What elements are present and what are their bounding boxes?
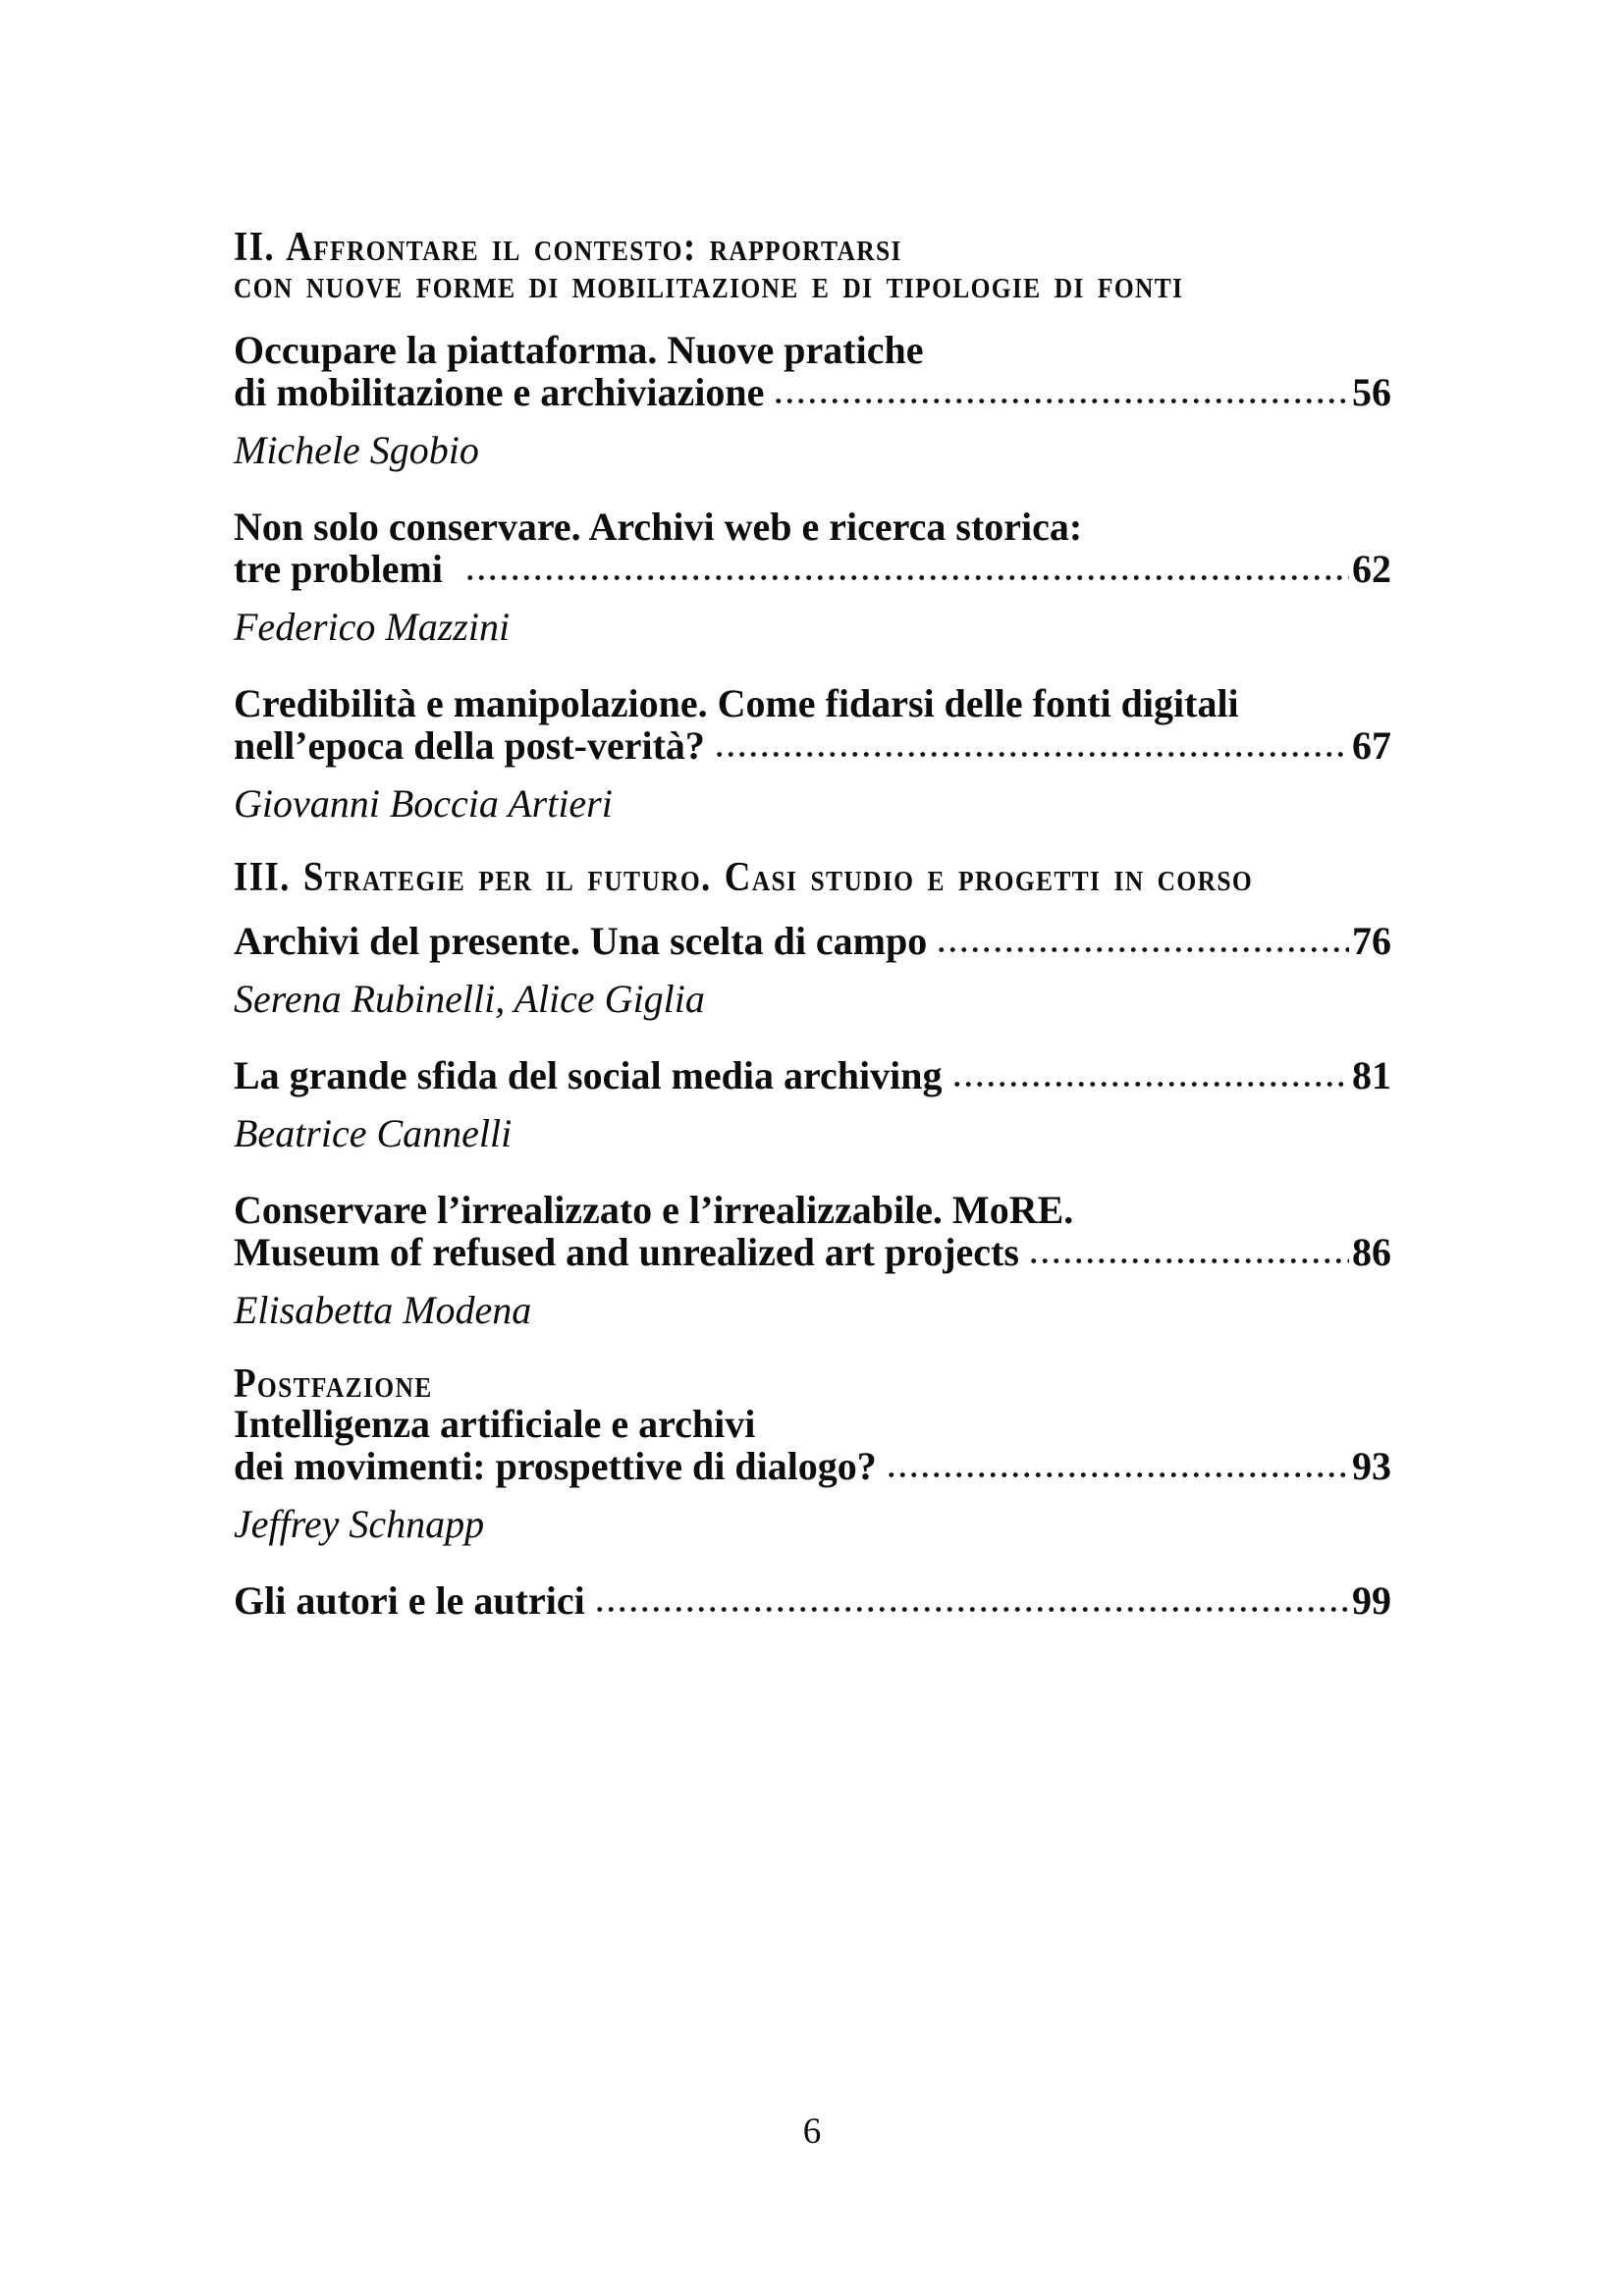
toc-entry [234, 329, 1391, 470]
entry-title-line: Credibilità e manipolazione. Come fidarsi delle fonti digitali [234, 681, 1239, 725]
entry-author: Federico Mazzini [234, 605, 511, 649]
dot-leader [594, 1607, 1349, 1612]
section-heading-line: Postfazione [234, 1362, 433, 1407]
entry-leader-row [234, 548, 1391, 590]
entry-title-line: nell’epoca della post-verità? [234, 723, 705, 768]
entry-author: Serena Rubinelli, Alice Giglia [234, 977, 705, 1021]
entry-author: Jeffrey Schnapp [234, 1502, 485, 1546]
entry-title-line: tre problemi [234, 547, 443, 591]
entry-title-line: di mobilitazione e archiviazione [234, 370, 765, 414]
dot-leader [936, 947, 1349, 952]
entry-title-line: Intelligenza artificiale e archivi [234, 1402, 756, 1446]
toc-entry [234, 682, 1391, 824]
dot-leader [714, 752, 1349, 757]
dot-leader [1028, 1258, 1349, 1263]
toc-entry [234, 506, 1391, 647]
section-heading-postfazione [234, 1362, 1253, 1407]
section-heading-line: III. Strategie per il futuro. Casi studio e progetti in corso [234, 855, 1254, 900]
section-heading-ii [234, 225, 1253, 307]
toc-entry [234, 1579, 1391, 1622]
footer-page-number: 6 [802, 2111, 822, 2152]
entry-title-line: dei movimenti: prospettive di dialogo? [234, 1444, 877, 1488]
page-number: 67 [1352, 723, 1391, 768]
page-number: 76 [1352, 919, 1391, 963]
dot-leader [773, 399, 1349, 403]
entry-leader-row [234, 1231, 1391, 1273]
entry-title-line: La grande sfida del social media archiving [234, 1053, 943, 1097]
page-number: 56 [1352, 370, 1391, 414]
entry-title-line: Gli autori e le autrici [234, 1578, 585, 1623]
entry-title-line: Occupare la piattaforma. Nuove pratiche [234, 328, 924, 372]
entry-author: Elisabetta Modena [234, 1288, 532, 1332]
entry-title-line: Conservare l’irrealizzato e l’irrealizzabile. MoRE. [234, 1188, 1074, 1232]
entry-leader-row [234, 1579, 1391, 1622]
entry-leader-row [234, 371, 1391, 413]
dot-leader [464, 575, 1349, 580]
entry-author: Beatrice Cannelli [234, 1111, 513, 1155]
entry-leader-row [234, 920, 1391, 962]
section-heading-line: con nuove forme di mobilitazione e di tipologie di fonti [234, 262, 1184, 307]
toc-entry [234, 1189, 1391, 1330]
section-heading-iii [234, 855, 1254, 900]
section-heading-line: II. Affrontare il contesto: rapportarsi [234, 225, 902, 270]
entry-leader-row [234, 724, 1391, 767]
page-number: 86 [1352, 1230, 1391, 1274]
entry-author: Giovanni Boccia Artieri [234, 781, 613, 826]
dot-leader [886, 1472, 1349, 1477]
entry-title-line: Museum of refused and unrealized art projects [234, 1230, 1019, 1274]
toc-entry [234, 1362, 1391, 1546]
toc-entry [234, 1054, 1391, 1153]
entry-leader-row [234, 1445, 1391, 1487]
entry-author: Michele Sgobio [234, 428, 479, 472]
entry-title-line: Archivi del presente. Una scelta di campo [234, 919, 928, 963]
page-number: 99 [1352, 1578, 1391, 1623]
page-number: 62 [1352, 547, 1391, 591]
page-number: 93 [1352, 1444, 1391, 1488]
entry-title-line: Non solo conservare. Archivi web e ricerca storica: [234, 505, 1083, 549]
page-number: 81 [1352, 1053, 1391, 1097]
dot-leader [951, 1082, 1349, 1087]
entry-leader-row [234, 1054, 1391, 1096]
toc-entry [234, 920, 1391, 1019]
